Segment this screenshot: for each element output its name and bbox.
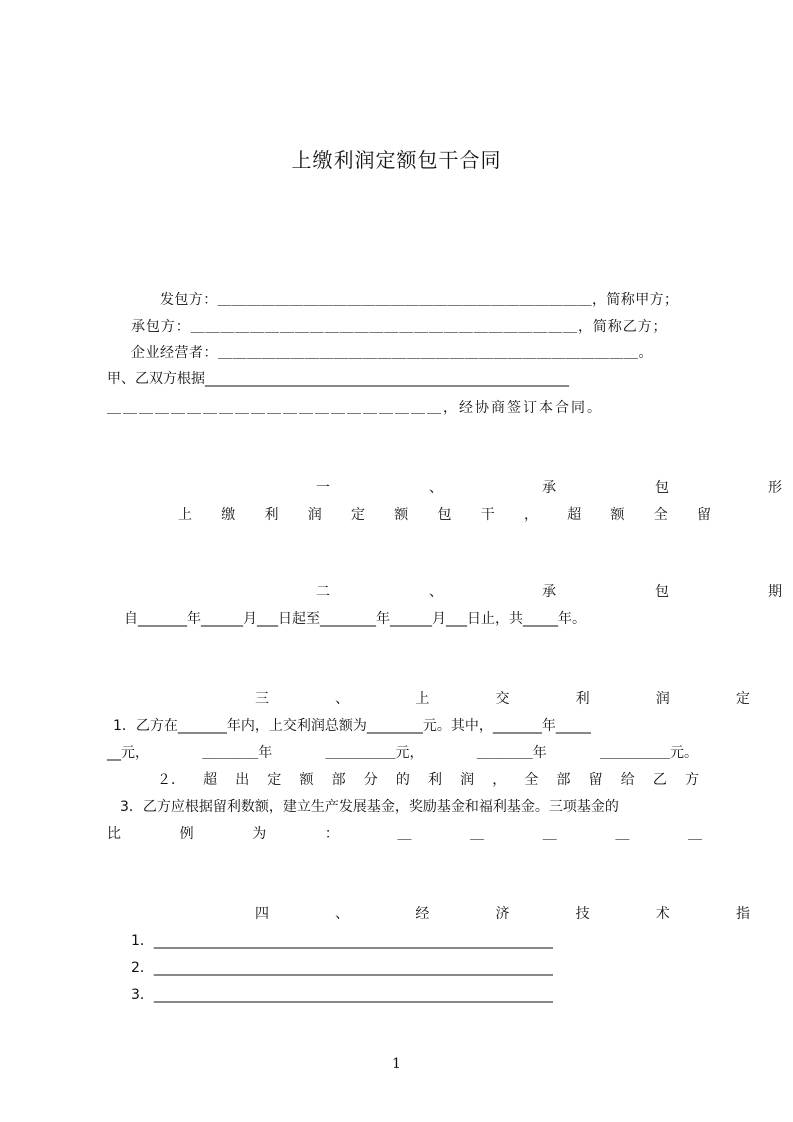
section-3-item-3: 3．乙方应根据留利数额，建立生产发展基金，奖励基金和福利基金。三项基金的 <box>120 799 619 815</box>
operator-line: 企业经营者：＿＿＿＿＿＿＿＿＿＿＿＿＿＿＿＿＿＿＿＿＿＿＿＿＿＿＿＿＿。 <box>131 345 653 361</box>
section-4-item-2: 2．_________________________________________________________ <box>131 960 553 976</box>
section-3-heading: 三 、 上 交 利 润 定 <box>255 691 750 707</box>
basis-line-continued: ＿＿＿＿＿＿＿＿＿＿＿＿＿＿＿＿＿＿＿＿＿，经协商签订本合同。 <box>107 400 603 416</box>
section-1-heading: 一 、 承 包 形 <box>316 480 782 496</box>
page-number: 1 <box>392 1056 401 1072</box>
section-4-heading: 四 、 经 济 技 术 指 <box>255 906 750 922</box>
section-1-body: 上 缴 利 润 定 额 包 干 ， 超 额 全 留 <box>178 507 711 523</box>
section-3-item-1-continued: __元， ＿＿＿＿年 ＿＿＿＿＿元， ＿＿＿＿年 ＿＿＿＿＿元。 <box>107 745 698 761</box>
section-3-item-1: 1．乙方在_______年内，上交利润总额为________元。其中，_______年_____ <box>113 718 591 734</box>
section-4-item-1: 1．_________________________________________________________ <box>131 933 553 949</box>
party-a-line: 发包方：＿＿＿＿＿＿＿＿＿＿＿＿＿＿＿＿＿＿＿＿＿＿＿＿＿＿，简称甲方； <box>160 292 679 308</box>
document-title: 上缴利润定额包干合同 <box>291 148 502 172</box>
section-4-item-3: 3．_________________________________________________________ <box>131 987 553 1003</box>
basis-line: 甲、乙双方根据____________________________________________________ <box>107 371 569 387</box>
section-2-heading: 二 、 承 包 期 <box>316 584 782 600</box>
section-3-item-3-continued: 比 例 为 ： ＿ ＿ ＿ ＿ ＿ <box>107 826 702 842</box>
section-3-item-2: ２． 超 出 定 额 部 分 的 利 润 ， 全 部 留 给 乙 方 <box>157 772 699 788</box>
party-b-line: 承包方：＿＿＿＿＿＿＿＿＿＿＿＿＿＿＿＿＿＿＿＿＿＿＿＿＿＿，简称乙方； <box>131 319 668 335</box>
section-2-body: 自_______年______月___日起至________年______月___日止，共_____年。 <box>124 611 586 627</box>
